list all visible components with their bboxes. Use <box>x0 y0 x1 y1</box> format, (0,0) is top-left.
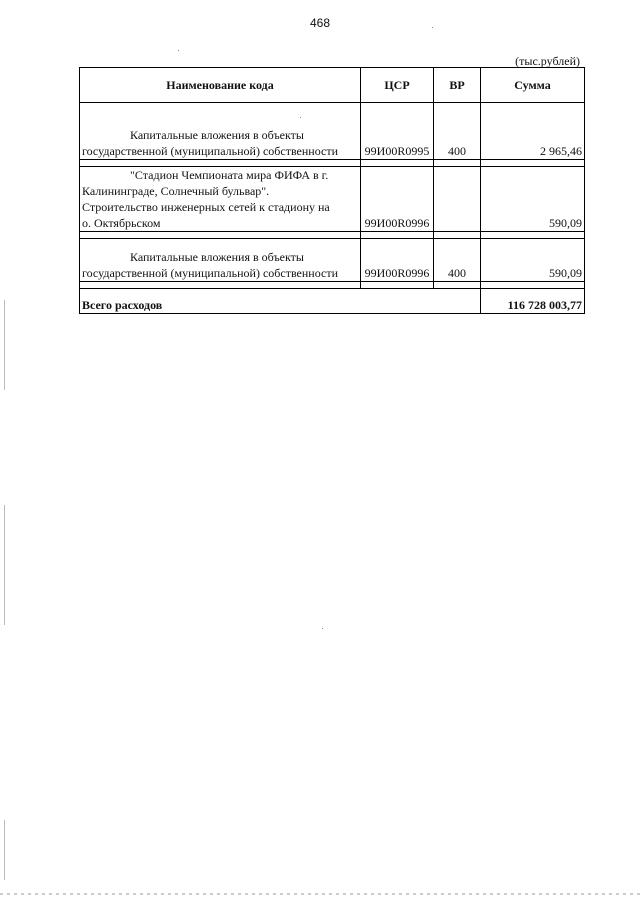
row-vr: 400 <box>434 239 481 282</box>
scan-artifact <box>300 117 301 118</box>
row-csr: 99И00R0996 <box>361 239 434 282</box>
row-gap <box>80 282 585 289</box>
row-name-line: "Стадион Чемпионата мира ФИФА в г. <box>130 168 329 182</box>
row-name-line: Калининграде, Солнечный бульвар". <box>82 184 270 198</box>
scan-artifact <box>178 50 179 51</box>
header-csr: ЦСР <box>361 68 434 103</box>
row-name-line: Капитальные вложения в объекты <box>130 128 304 142</box>
row-vr: 400 <box>434 103 481 160</box>
row-name-line: о. Октябрьском <box>82 216 161 230</box>
scan-artifact <box>0 893 640 895</box>
header-sum: Сумма <box>481 68 585 103</box>
row-name-line: Строительство инженерных сетей к стадиону на <box>82 200 330 214</box>
row-sum: 2 965,46 <box>481 103 585 160</box>
scan-artifact <box>4 300 5 390</box>
row-name-line: государственной (муниципальной) собственности <box>82 266 339 280</box>
table-row <box>80 103 585 160</box>
row-csr: 99И00R0995 <box>361 103 434 160</box>
row-name <box>80 239 361 282</box>
row-vr <box>434 167 481 232</box>
table-row <box>80 167 585 232</box>
row-sum: 590,09 <box>481 167 585 232</box>
header-vr: ВР <box>434 68 481 103</box>
scan-artifact <box>4 820 5 880</box>
total-sum: 116 728 003,77 <box>481 289 585 314</box>
units-label: (тыс.рублей) <box>515 54 580 68</box>
total-row <box>80 289 585 314</box>
row-gap <box>80 160 585 167</box>
row-name <box>80 167 361 232</box>
row-name-line: Капитальные вложения в объекты <box>130 250 304 264</box>
table-header-row <box>80 68 585 103</box>
header-name: Наименование кода <box>80 68 361 103</box>
row-gap <box>80 232 585 239</box>
row-csr: 99И00R0996 <box>361 167 434 232</box>
total-label: Всего расходов <box>80 289 481 314</box>
scan-artifact <box>322 628 323 629</box>
page-number: 468 <box>309 16 331 30</box>
scan-artifact <box>432 27 433 28</box>
scan-artifact <box>4 505 5 625</box>
row-name-line: государственной (муниципальной) собственности <box>82 144 339 158</box>
budget-table <box>79 67 585 314</box>
row-name <box>80 103 361 160</box>
table-row <box>80 239 585 282</box>
row-sum: 590,09 <box>481 239 585 282</box>
